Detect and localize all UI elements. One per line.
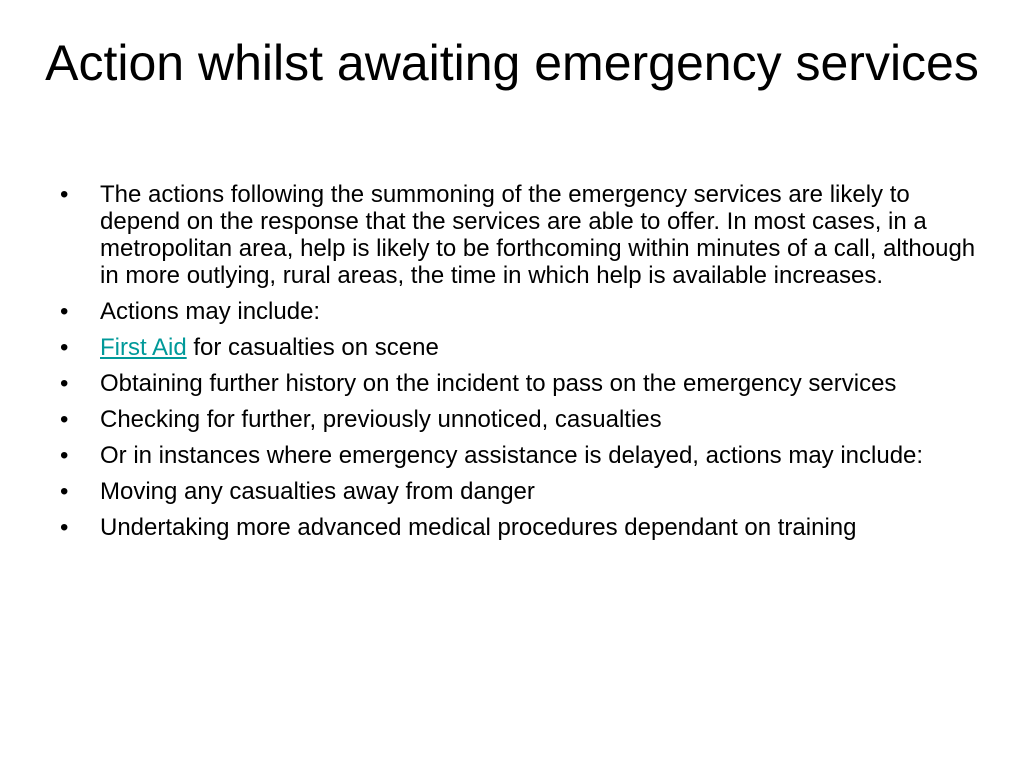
bullet-text: for casualties on scene	[186, 334, 439, 361]
bullet-item-moving-casualties	[60, 478, 980, 505]
bullet-text: Moving any casualties away from danger	[100, 478, 535, 505]
bullet-item-advanced-procedures	[60, 514, 980, 541]
bullet-text: Obtaining further history on the incident to pass on the emergency services	[100, 370, 897, 397]
bullet-text: The actions following the summoning of the emergency services are likely to depend on the response that the services are able to offer. In most cases, in a metropolitan area, help is likely to be forthcoming within minutes of a call, although in more outlying, rural areas, the time in which help is available increases.	[100, 181, 976, 289]
bullet-item-further-history	[60, 370, 980, 397]
bullet-item-first-aid	[60, 334, 980, 361]
bullet-item-checking-casualties	[60, 406, 980, 433]
bullet-text: Actions may include:	[100, 298, 321, 325]
bullet-item-actions-may-include	[60, 298, 980, 325]
bullet-text: Checking for further, previously unnoticed, casualties	[100, 406, 662, 433]
first-aid-link[interactable]: First Aid	[100, 334, 187, 361]
bullet-item-assistance-delayed	[60, 442, 980, 469]
bullet-item-actions-following-summoning	[60, 181, 980, 289]
slide-title: Action whilst awaiting emergency services	[45, 35, 979, 91]
bullet-text: Undertaking more advanced medical procedures dependant on training	[100, 514, 857, 541]
bullet-list	[60, 181, 980, 550]
bullet-text: Or in instances where emergency assistance is delayed, actions may include:	[100, 442, 924, 469]
